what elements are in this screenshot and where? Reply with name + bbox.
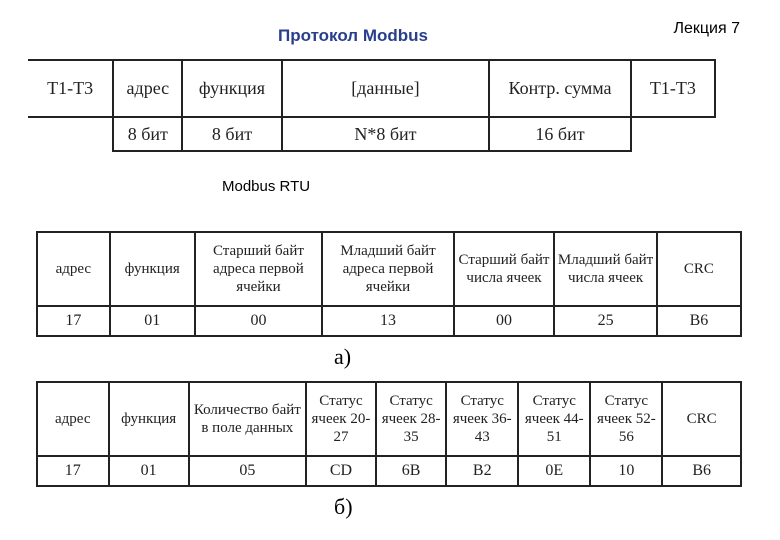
- rtu-label: Modbus RTU: [222, 178, 311, 195]
- table-b-caption: б): [334, 494, 353, 519]
- frame-size-address: 8 бит: [113, 117, 182, 151]
- table-a-header: CRC: [657, 232, 741, 306]
- table-a-caption: а): [334, 344, 352, 369]
- frame-header-address: адрес: [113, 60, 182, 117]
- table-a-cell: 00: [454, 306, 555, 336]
- frame-size-empty-end: [631, 117, 715, 151]
- table-b-cell: 05: [189, 456, 306, 486]
- table-b-header: Статус ячеек 20-27: [306, 382, 376, 456]
- table-b-header: функция: [109, 382, 189, 456]
- table-a-cell: 13: [322, 306, 454, 336]
- table-b-header: Статус ячеек 28-35: [376, 382, 446, 456]
- table-b-cell: 6B: [376, 456, 446, 486]
- table-a-header: адрес: [37, 232, 110, 306]
- table-b-header: Статус ячеек 52-56: [590, 382, 662, 456]
- modbus-frame-table: [28, 59, 716, 152]
- table-b-cell: 0E: [518, 456, 590, 486]
- frame-size-empty: [28, 117, 113, 151]
- table-b-header: Статус ячеек 44-51: [518, 382, 590, 456]
- frame-size-data: N*8 бит: [282, 117, 490, 151]
- table-a-cell: 01: [110, 306, 195, 336]
- lecture-label: Лекция 7: [673, 20, 740, 37]
- table-b-cell: B6: [662, 456, 741, 486]
- table-b-cell: 01: [109, 456, 189, 486]
- slide-title: Протокол Modbus: [278, 26, 428, 45]
- table-a-header: Младший байт адреса первой ячейки: [322, 232, 454, 306]
- table-a-header: Старший байт адреса первой ячейки: [195, 232, 323, 306]
- read-response-table: [36, 381, 742, 487]
- frame-header-t1t3-end: T1-T3: [631, 60, 715, 117]
- frame-size-checksum: 16 бит: [489, 117, 630, 151]
- table-b-header: адрес: [37, 382, 109, 456]
- frame-header-t1t3-start: T1-T3: [28, 60, 113, 117]
- table-b-cell: 10: [590, 456, 662, 486]
- table-b-cell: 17: [37, 456, 109, 486]
- table-b-header: Статус ячеек 36-43: [446, 382, 518, 456]
- table-a-header: Старший байт числа ячеек: [454, 232, 555, 306]
- table-a-cell: B6: [657, 306, 741, 336]
- table-a-cell: 17: [37, 306, 110, 336]
- table-b-header: CRC: [662, 382, 741, 456]
- frame-header-checksum: Контр. сумма: [489, 60, 630, 117]
- table-b-header: Количество байт в поле данных: [189, 382, 306, 456]
- table-a-cell: 25: [554, 306, 657, 336]
- table-a-header: функция: [110, 232, 195, 306]
- table-a-cell: 00: [195, 306, 323, 336]
- read-request-table: [36, 231, 742, 337]
- frame-header-data: [данные]: [282, 60, 490, 117]
- frame-header-function: функция: [182, 60, 281, 117]
- table-a-header: Младший байт числа ячеек: [554, 232, 657, 306]
- table-b-cell: B2: [446, 456, 518, 486]
- table-b-cell: CD: [306, 456, 376, 486]
- frame-size-function: 8 бит: [182, 117, 281, 151]
